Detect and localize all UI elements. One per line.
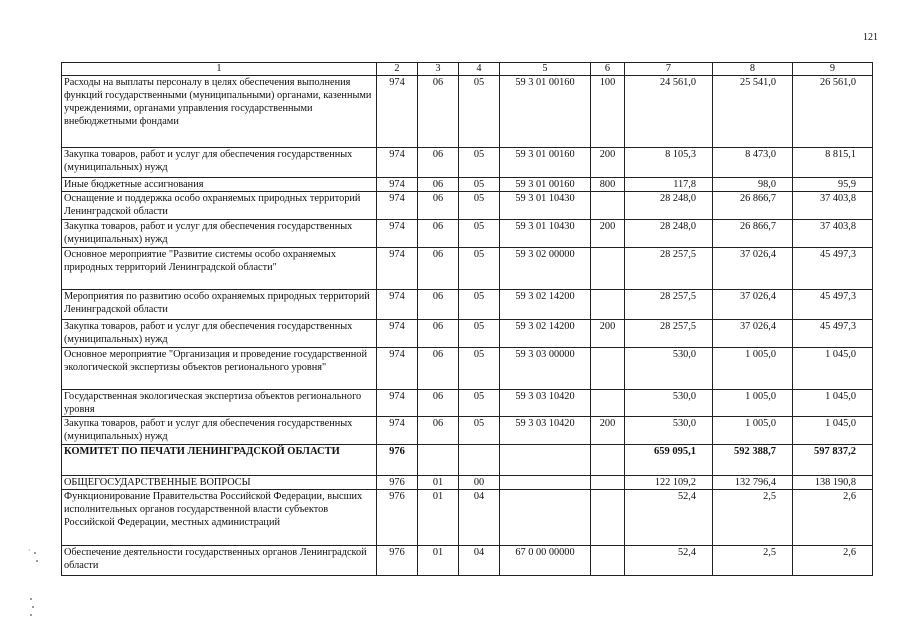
col-9-cell: 1 045,0 (793, 417, 873, 445)
col-2-cell: 976 (377, 445, 418, 476)
col-3-cell: 06 (418, 178, 459, 192)
col-2-cell: 974 (377, 76, 418, 148)
col-3-cell: 06 (418, 417, 459, 445)
col-4-cell: 05 (459, 417, 500, 445)
header-cell: 5 (500, 63, 591, 76)
table-row (62, 248, 873, 290)
col-5-cell: 59 3 03 10420 (500, 390, 591, 417)
col-4-cell: 05 (459, 220, 500, 248)
col-6-cell (591, 546, 625, 576)
col-7-cell: 117,8 (625, 178, 713, 192)
col-9-cell: 597 837,2 (793, 445, 873, 476)
col-6-cell: 100 (591, 76, 625, 148)
table-row (62, 390, 873, 417)
table-row (62, 348, 873, 390)
col-4-cell: 05 (459, 320, 500, 348)
col-7-cell: 530,0 (625, 417, 713, 445)
col-6-cell: 200 (591, 220, 625, 248)
col-7-cell: 122 109,2 (625, 476, 713, 490)
col-5-cell (500, 490, 591, 546)
col-8-cell: 1 005,0 (713, 417, 793, 445)
col-3-cell: 01 (418, 546, 459, 576)
col-6-cell (591, 290, 625, 320)
col-8-cell: 2,5 (713, 490, 793, 546)
row-name: КОМИТЕТ ПО ПЕЧАТИ ЛЕНИНГРАДСКОЙ ОБЛАСТИ (62, 445, 377, 476)
col-9-cell: 1 045,0 (793, 348, 873, 390)
col-2-cell: 974 (377, 192, 418, 220)
col-9-cell: 45 497,3 (793, 248, 873, 290)
col-9-cell: 37 403,8 (793, 192, 873, 220)
col-6-cell (591, 390, 625, 417)
col-7-cell: 28 248,0 (625, 192, 713, 220)
col-7-cell: 24 561,0 (625, 76, 713, 148)
col-3-cell: 01 (418, 490, 459, 546)
col-7-cell: 8 105,3 (625, 148, 713, 178)
header-cell: 8 (713, 63, 793, 76)
col-2-cell: 974 (377, 248, 418, 290)
table-row (62, 148, 873, 178)
col-2-cell: 976 (377, 476, 418, 490)
margin-scan-mark: · (28, 546, 31, 555)
col-7-cell: 52,4 (625, 490, 713, 546)
col-6-cell (591, 445, 625, 476)
col-4-cell: 05 (459, 348, 500, 390)
col-8-cell: 37 026,4 (713, 248, 793, 290)
header-cell: 2 (377, 63, 418, 76)
col-4-cell: 04 (459, 546, 500, 576)
table-row (62, 192, 873, 220)
col-5-cell: 67 0 00 00000 (500, 546, 591, 576)
col-5-cell (500, 476, 591, 490)
col-8-cell: 2,5 (713, 546, 793, 576)
col-2-cell: 974 (377, 348, 418, 390)
header-cell: 6 (591, 63, 625, 76)
header-cell: 9 (793, 63, 873, 76)
row-name: Оснащение и поддержка особо охраняемых природных территорий Ленинградской области (62, 192, 377, 220)
col-4-cell: 05 (459, 148, 500, 178)
budget-table (61, 62, 873, 576)
col-2-cell: 974 (377, 320, 418, 348)
col-4-cell: 05 (459, 178, 500, 192)
row-name: Закупка товаров, работ и услуг для обеспечения государственных (муниципальных) нужд (62, 220, 377, 248)
col-5-cell: 59 3 01 10430 (500, 192, 591, 220)
col-7-cell: 28 257,5 (625, 290, 713, 320)
col-2-cell: 974 (377, 417, 418, 445)
col-9-cell: 2,6 (793, 546, 873, 576)
col-2-cell: 974 (377, 390, 418, 417)
row-name: Иные бюджетные ассигнования (62, 178, 377, 192)
col-3-cell (418, 445, 459, 476)
col-2-cell: 974 (377, 178, 418, 192)
col-8-cell: 37 026,4 (713, 320, 793, 348)
scan-dot (36, 560, 38, 562)
col-8-cell: 37 026,4 (713, 290, 793, 320)
col-9-cell: 95,9 (793, 178, 873, 192)
col-9-cell: 26 561,0 (793, 76, 873, 148)
header-cell: 3 (418, 63, 459, 76)
col-6-cell (591, 248, 625, 290)
col-2-cell: 974 (377, 148, 418, 178)
col-8-cell: 592 388,7 (713, 445, 793, 476)
row-name: Государственная экологическая экспертиза объектов регионального уровня (62, 390, 377, 417)
row-name: Расходы на выплаты персоналу в целях обеспечения выполнения функций государственными (муниципальными) органами, казенными учреждениями, органами управления государственными внебюджетными фондами (62, 76, 377, 148)
table-row (62, 76, 873, 148)
col-7-cell: 530,0 (625, 390, 713, 417)
col-4-cell: 05 (459, 390, 500, 417)
col-5-cell: 59 3 01 00160 (500, 148, 591, 178)
table-row (62, 178, 873, 192)
table-row (62, 417, 873, 445)
col-5-cell (500, 445, 591, 476)
header-cell: 4 (459, 63, 500, 76)
table-row (62, 290, 873, 320)
header-row (62, 63, 873, 76)
page-number: 121 (863, 32, 878, 43)
col-7-cell: 52,4 (625, 546, 713, 576)
row-name: Функционирование Правительства Российской Федерации, высших исполнительных органов государственной власти субъектов Российской Федерации, местных администраций (62, 490, 377, 546)
col-2-cell: 974 (377, 290, 418, 320)
col-8-cell: 26 866,7 (713, 220, 793, 248)
col-9-cell: 8 815,1 (793, 148, 873, 178)
col-8-cell: 26 866,7 (713, 192, 793, 220)
col-6-cell (591, 476, 625, 490)
col-6-cell: 200 (591, 320, 625, 348)
table-row (62, 320, 873, 348)
col-8-cell: 98,0 (713, 178, 793, 192)
col-3-cell: 06 (418, 76, 459, 148)
col-5-cell: 59 3 01 10430 (500, 220, 591, 248)
col-3-cell: 06 (418, 348, 459, 390)
col-9-cell: 37 403,8 (793, 220, 873, 248)
col-6-cell: 800 (591, 178, 625, 192)
scan-dot (30, 614, 32, 616)
row-name: Обеспечение деятельности государственных органов Ленинградской области (62, 546, 377, 576)
col-8-cell: 1 005,0 (713, 390, 793, 417)
col-2-cell: 976 (377, 490, 418, 546)
col-7-cell: 28 248,0 (625, 220, 713, 248)
scan-dot (34, 552, 36, 554)
col-3-cell: 06 (418, 390, 459, 417)
col-5-cell: 59 3 02 00000 (500, 248, 591, 290)
row-name: Закупка товаров, работ и услуг для обеспечения государственных (муниципальных) нужд (62, 417, 377, 445)
row-name: Основное мероприятие "Организация и проведение государственной экологической экспертизы объектов регионального уровня" (62, 348, 377, 390)
col-3-cell: 06 (418, 220, 459, 248)
col-4-cell (459, 445, 500, 476)
col-4-cell: 05 (459, 192, 500, 220)
row-name: Основное мероприятие "Развитие системы особо охраняемых природных территорий Ленинградской области" (62, 248, 377, 290)
col-8-cell: 1 005,0 (713, 348, 793, 390)
col-8-cell: 8 473,0 (713, 148, 793, 178)
col-9-cell: 1 045,0 (793, 390, 873, 417)
col-6-cell: 200 (591, 148, 625, 178)
col-4-cell: 05 (459, 248, 500, 290)
col-6-cell: 200 (591, 417, 625, 445)
col-7-cell: 659 095,1 (625, 445, 713, 476)
header-cell: 7 (625, 63, 713, 76)
col-5-cell: 59 3 01 00160 (500, 178, 591, 192)
col-3-cell: 06 (418, 192, 459, 220)
col-3-cell: 06 (418, 248, 459, 290)
col-9-cell: 45 497,3 (793, 290, 873, 320)
table-row (62, 476, 873, 490)
col-2-cell: 974 (377, 220, 418, 248)
col-3-cell: 01 (418, 476, 459, 490)
row-name: Закупка товаров, работ и услуг для обеспечения государственных (муниципальных) нужд (62, 148, 377, 178)
col-5-cell: 59 3 03 00000 (500, 348, 591, 390)
row-name: Закупка товаров, работ и услуг для обеспечения государственных (муниципальных) нужд (62, 320, 377, 348)
scan-dot (30, 598, 32, 600)
table-row (62, 546, 873, 576)
col-2-cell: 976 (377, 546, 418, 576)
col-7-cell: 28 257,5 (625, 320, 713, 348)
col-6-cell (591, 192, 625, 220)
table-row (62, 490, 873, 546)
col-7-cell: 28 257,5 (625, 248, 713, 290)
col-6-cell (591, 348, 625, 390)
row-name: ОБЩЕГОСУДАРСТВЕННЫЕ ВОПРОСЫ (62, 476, 377, 490)
table-row (62, 220, 873, 248)
col-9-cell: 2,6 (793, 490, 873, 546)
col-6-cell (591, 490, 625, 546)
scan-dot (32, 606, 34, 608)
col-9-cell: 45 497,3 (793, 320, 873, 348)
col-4-cell: 00 (459, 476, 500, 490)
col-3-cell: 06 (418, 320, 459, 348)
col-7-cell: 530,0 (625, 348, 713, 390)
header-cell: 1 (62, 63, 377, 76)
col-5-cell: 59 3 02 14200 (500, 320, 591, 348)
col-3-cell: 06 (418, 148, 459, 178)
col-5-cell: 59 3 02 14200 (500, 290, 591, 320)
col-4-cell: 05 (459, 290, 500, 320)
col-4-cell: 05 (459, 76, 500, 148)
col-3-cell: 06 (418, 290, 459, 320)
row-name: Мероприятия по развитию особо охраняемых природных территорий Ленинградской области (62, 290, 377, 320)
col-5-cell: 59 3 01 00160 (500, 76, 591, 148)
col-4-cell: 04 (459, 490, 500, 546)
col-8-cell: 132 796,4 (713, 476, 793, 490)
table-row (62, 445, 873, 476)
col-8-cell: 25 541,0 (713, 76, 793, 148)
col-9-cell: 138 190,8 (793, 476, 873, 490)
col-5-cell: 59 3 03 10420 (500, 417, 591, 445)
